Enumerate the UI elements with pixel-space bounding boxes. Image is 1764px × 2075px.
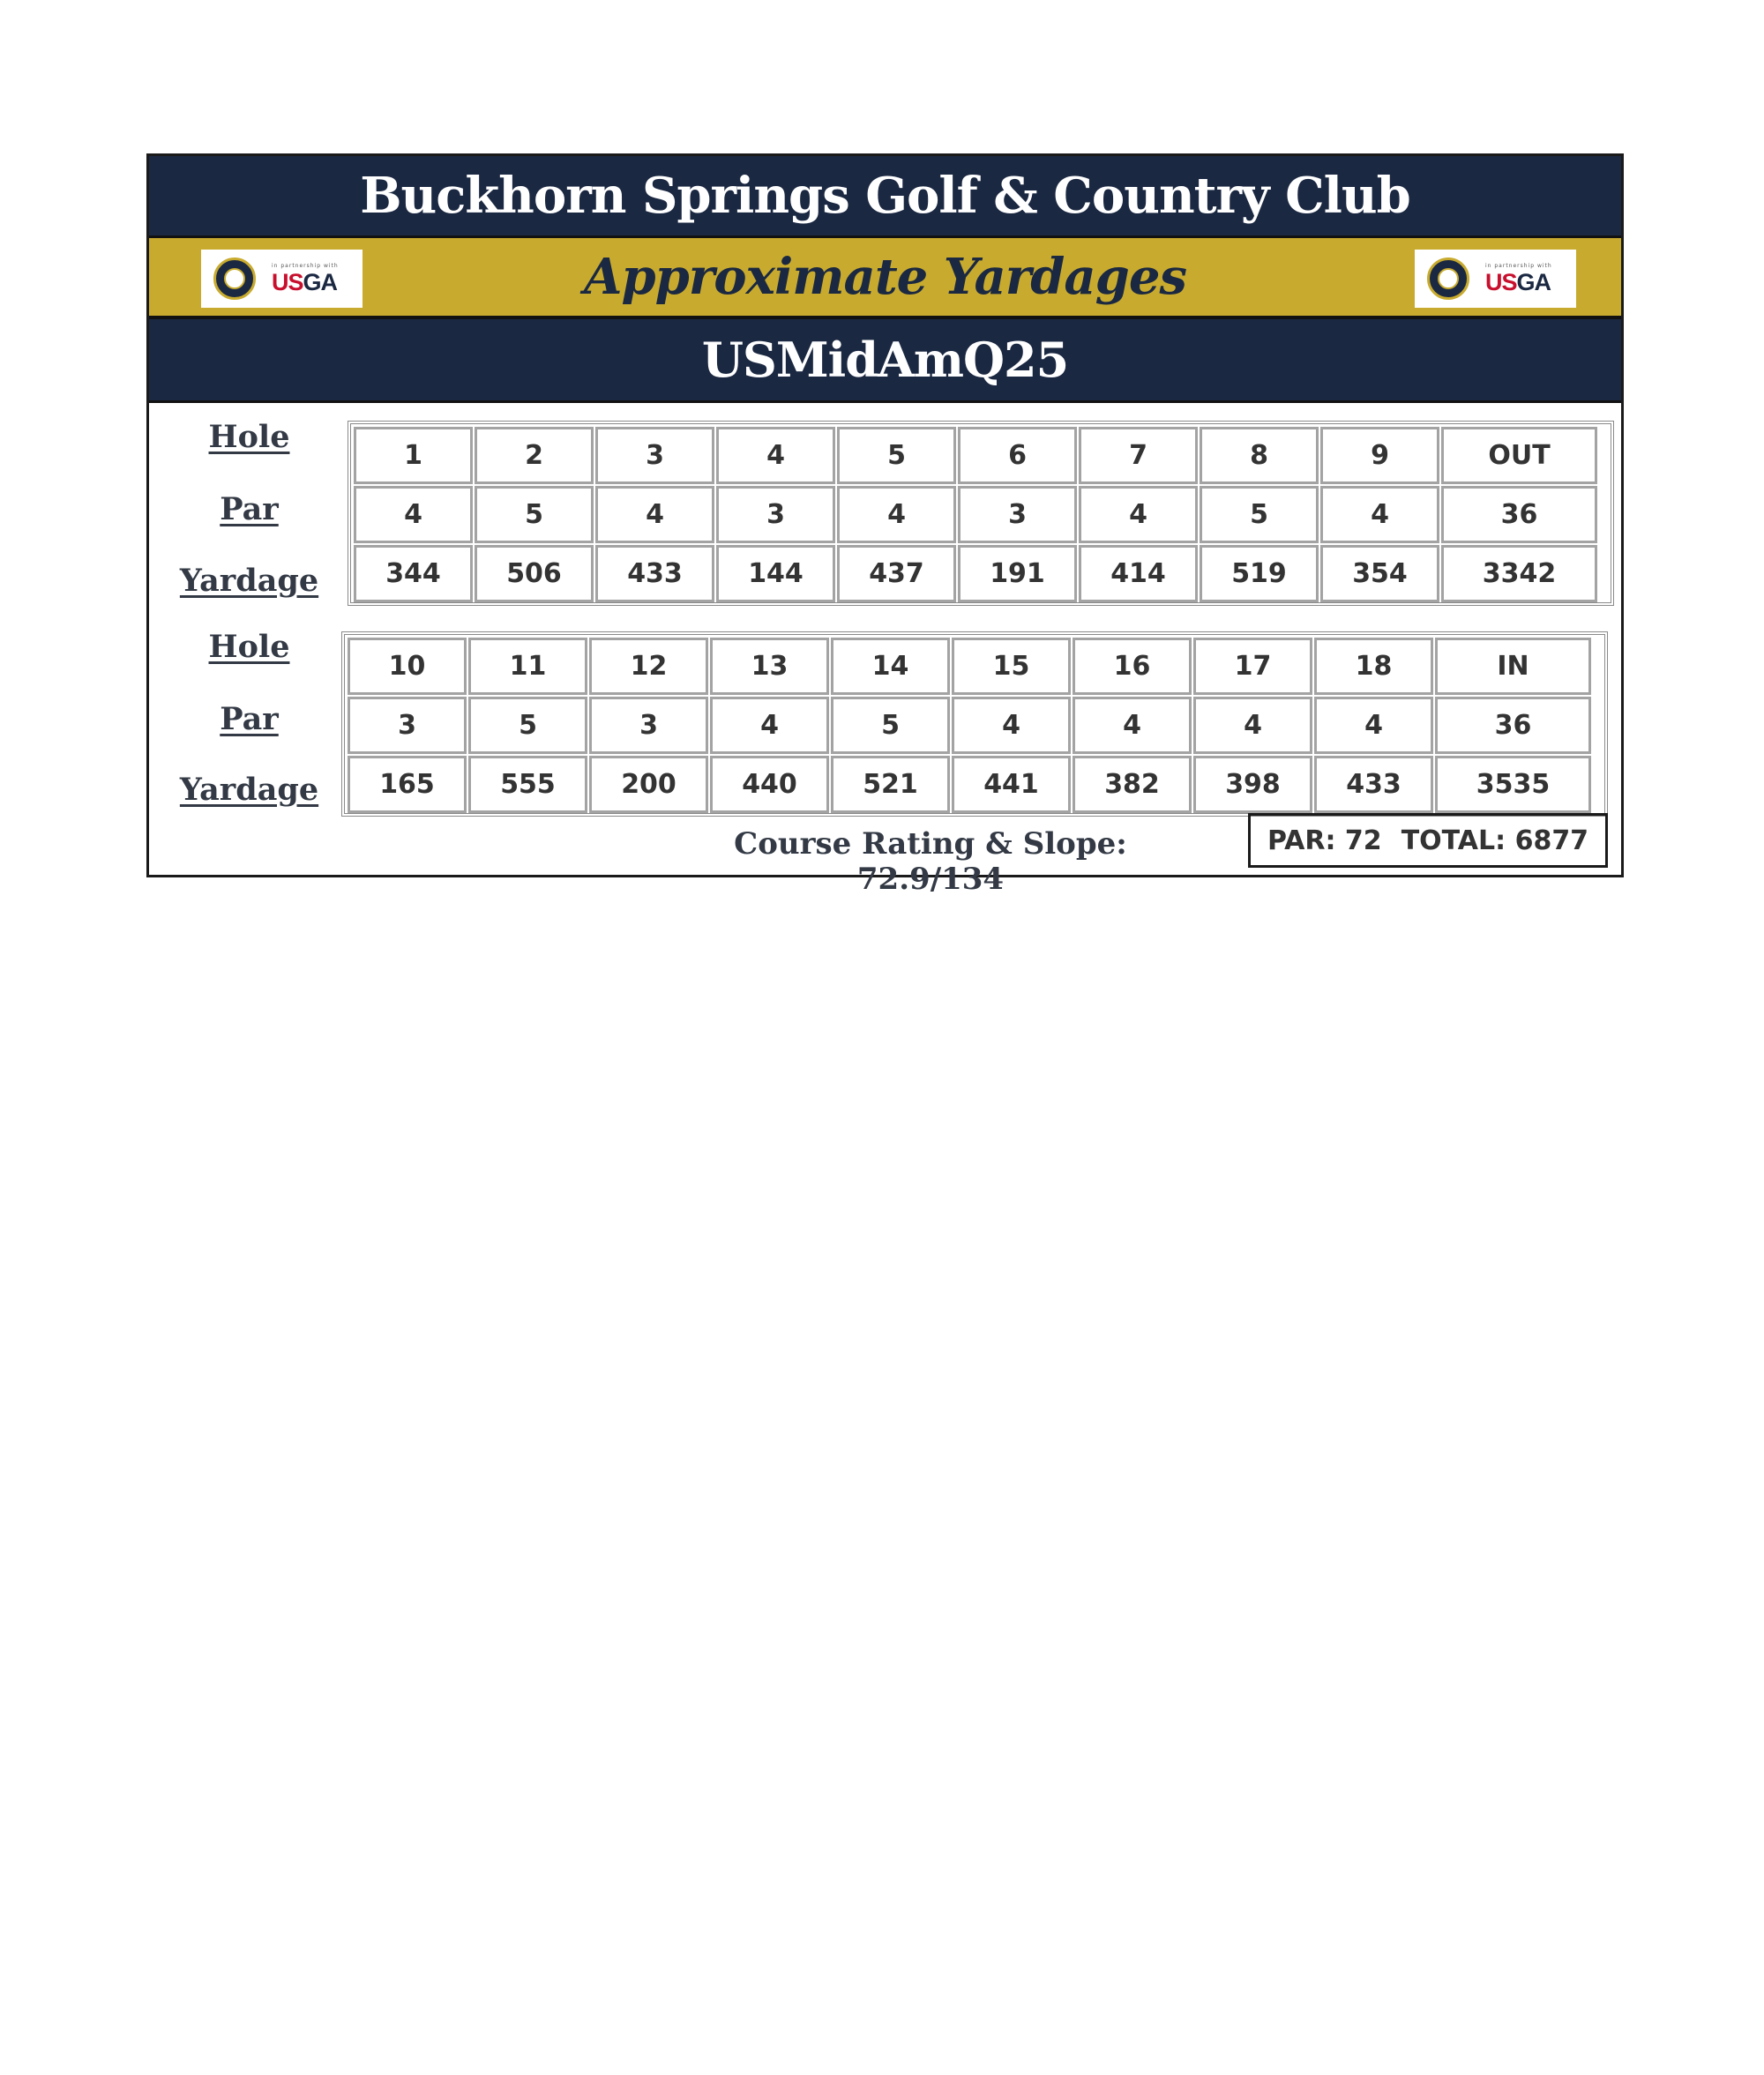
back-hole-cell: 14: [831, 638, 950, 695]
back-nine-table: [341, 631, 1608, 817]
course-rating-slope: Course Rating & Slope: 72.9/134: [734, 826, 1127, 897]
title-band: [149, 156, 1621, 238]
back-yardage-cell: 521: [831, 756, 950, 813]
back-yardage-cell: 382: [1073, 756, 1192, 813]
back-par-label: Par: [220, 701, 279, 737]
back-par-cell: 4: [710, 697, 829, 754]
back-par-cell: 3: [348, 697, 467, 754]
front-yardage-label: Yardage: [179, 563, 319, 599]
back-par-cell: 5: [831, 697, 950, 754]
back-yardage-cell: 200: [589, 756, 708, 813]
back-in-cell: IN: [1435, 638, 1591, 695]
event-band: [149, 319, 1621, 403]
front-yardage-cell: 344: [354, 545, 473, 602]
front-par-label: Par: [220, 491, 279, 527]
back-hole-label: Hole: [208, 629, 290, 665]
back-hole-cell: 10: [348, 638, 467, 695]
front-par-cell: 5: [1200, 486, 1319, 543]
back-par-total-cell: 36: [1435, 697, 1591, 754]
par-total: PAR: 72: [1267, 825, 1382, 856]
front-yardage-cell: 433: [595, 545, 714, 602]
front-hole-row: [353, 426, 1609, 485]
front-par-cell: 4: [595, 486, 714, 543]
back-par-cell: 4: [1193, 697, 1312, 754]
back-par-cell: 3: [589, 697, 708, 754]
back-par-cell: 4: [952, 697, 1071, 754]
front-par-total-cell: 36: [1441, 486, 1597, 543]
back-hole-cell: 16: [1073, 638, 1192, 695]
front-hole-label: Hole: [208, 419, 290, 455]
front-par-cell: 4: [837, 486, 956, 543]
back-par-cell: 4: [1314, 697, 1433, 754]
front-hole-cell: 2: [475, 427, 594, 484]
scorecard: [146, 153, 1624, 897]
totals-box: [1248, 813, 1608, 868]
front-yardage-cell: 506: [475, 545, 594, 602]
back-yardage-cell: 555: [468, 756, 587, 813]
back-hole-row: [347, 637, 1603, 696]
usga-logo-left: [201, 250, 363, 308]
front-par-cell: 3: [716, 486, 835, 543]
logo-tagline: in partnership with: [272, 263, 339, 269]
front-yardage-cell: 519: [1200, 545, 1319, 602]
front-yardage-cell: 414: [1079, 545, 1198, 602]
front-out-cell: OUT: [1441, 427, 1597, 484]
usga-wordmark: USGA: [272, 269, 338, 295]
usga-wordmark: USGA: [1485, 269, 1551, 295]
front-hole-cell: 8: [1200, 427, 1319, 484]
front-par-cell: 3: [958, 486, 1077, 543]
front-yardage-cell: 354: [1320, 545, 1439, 602]
subtitle-band: [149, 238, 1621, 319]
back-hole-cell: 18: [1314, 638, 1433, 695]
back-par-cell: 5: [468, 697, 587, 754]
front-hole-cell: 6: [958, 427, 1077, 484]
subtitle: Approximate Yardages: [584, 248, 1186, 306]
club-title: Buckhorn Springs Golf & Country Club: [360, 167, 1410, 225]
back-yardage-cell: 440: [710, 756, 829, 813]
back-yardage-label: Yardage: [179, 772, 319, 808]
front-hole-cell: 5: [837, 427, 956, 484]
back-hole-cell: 17: [1193, 638, 1312, 695]
front-hole-cell: 9: [1320, 427, 1439, 484]
logo-tagline: in partnership with: [1485, 263, 1552, 269]
front-par-cell: 4: [354, 486, 473, 543]
club-seal-icon: [1427, 258, 1469, 300]
back-hole-cell: 15: [952, 638, 1071, 695]
front-yardage-cell: 191: [958, 545, 1077, 602]
back-hole-cell: 11: [468, 638, 587, 695]
front-yardage-row: [353, 544, 1609, 603]
front-hole-cell: 3: [595, 427, 714, 484]
front-hole-cell: 7: [1079, 427, 1198, 484]
back-yardage-cell: 398: [1193, 756, 1312, 813]
usga-logo-right: [1415, 250, 1576, 308]
front-yardage-cell: 437: [837, 545, 956, 602]
back-yardage-row: [347, 755, 1603, 814]
front-par-cell: 4: [1320, 486, 1439, 543]
front-nine-table: [348, 421, 1614, 606]
back-yardage-cell: 433: [1314, 756, 1433, 813]
back-hole-cell: 13: [710, 638, 829, 695]
front-yardage-total-cell: 3342: [1441, 545, 1597, 602]
front-par-cell: 4: [1079, 486, 1198, 543]
front-yardage-cell: 144: [716, 545, 835, 602]
back-yardage-cell: 441: [952, 756, 1071, 813]
club-seal-icon: [213, 258, 256, 300]
back-yardage-cell: 165: [348, 756, 467, 813]
back-yardage-total-cell: 3535: [1435, 756, 1591, 813]
back-hole-cell: 12: [589, 638, 708, 695]
back-par-cell: 4: [1073, 697, 1192, 754]
front-par-cell: 5: [475, 486, 594, 543]
yardage-total: TOTAL: 6877: [1401, 825, 1589, 856]
front-hole-cell: 1: [354, 427, 473, 484]
front-par-row: [353, 485, 1609, 544]
event-name: USMidAmQ25: [701, 332, 1069, 388]
back-par-row: [347, 696, 1603, 755]
front-hole-cell: 4: [716, 427, 835, 484]
